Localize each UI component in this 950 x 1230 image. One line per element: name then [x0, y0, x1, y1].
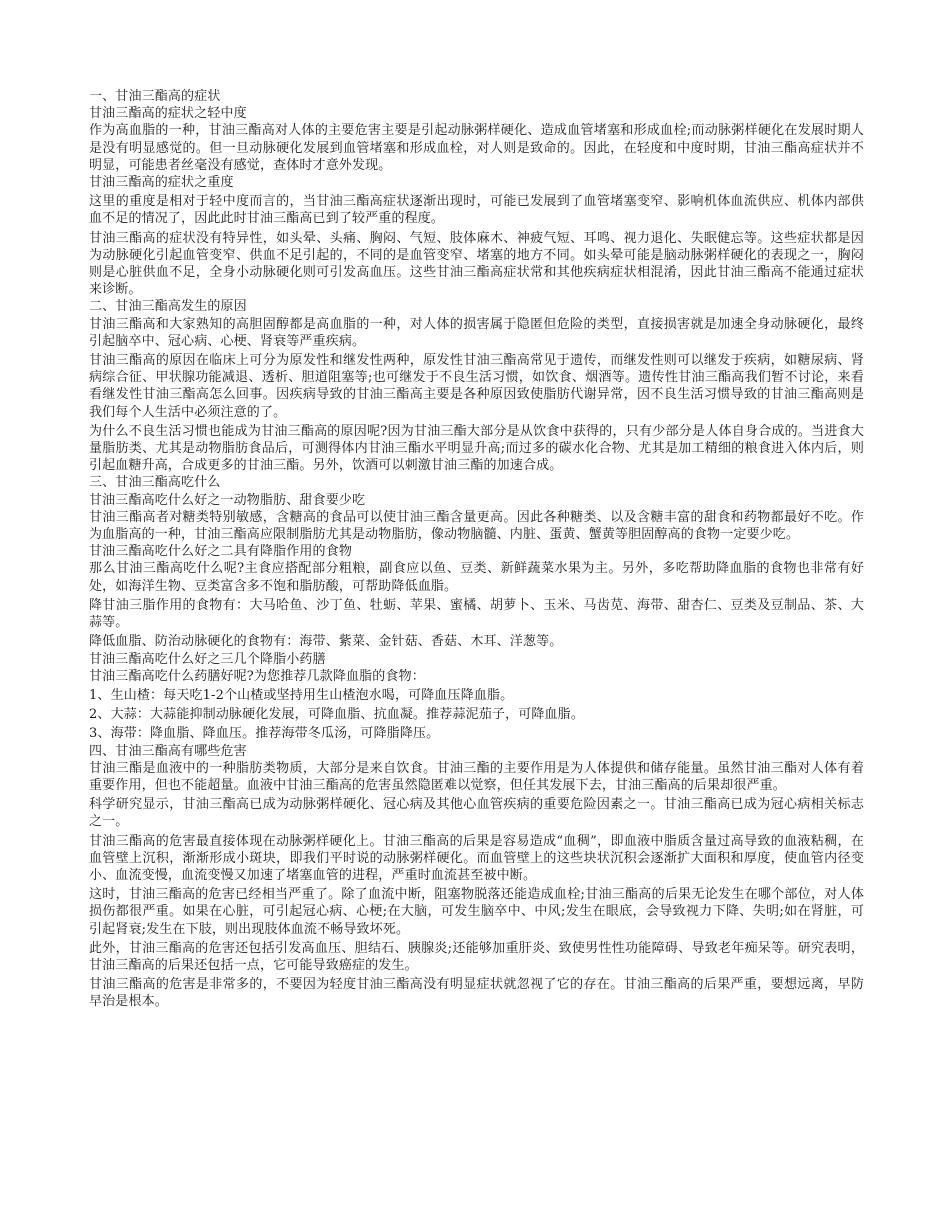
subheading-diet-two: 甘油三酯高吃什么好之二具有降脂作用的食物 [89, 544, 353, 560]
paragraph-lowering-foods: 降甘油三脂作用的食物有：大马哈鱼、沙丁鱼、牡蛎、苹果、蜜橘、胡萝卜、玉米、马齿苋、海带、甜杏仁、豆类及豆制品、茶、大蒜等。 [89, 597, 864, 631]
paragraph-causes-overview: 甘油三酯高和大家熟知的高胆固醇都是高血脂的一种，对人体的损害属于隐匿但危险的类型，直接损害就是加速全身动脉硬化，最终引起脑卒中、冠心病、心梗、肾衰等严重疾病。 [89, 316, 864, 349]
paragraph-severe-symptoms: 这里的重度是相对于轻中度而言的，当甘油三酯高症状逐渐出现时，可能已发展到了血管堵塞变窄、影响机体血流供应、机体内部供血不足的情况了，因此此时甘油三酯高已到了较严重的程度。 [89, 194, 864, 227]
paragraph-harms-overview: 甘油三酯是血液中的一种脂肪类物质，大部分是来自饮食。甘油三酯的主要作用是为人体提供和储存能量。虽然甘油三酯对人体有着重要作用，但也不能超量。血液中甘油三酯高的危害虽然隐匿难以觉察，但任其发展下去，甘油三酯高的后果却很严重。 [89, 760, 864, 793]
paragraph-harms-other: 此外，甘油三酯高的危害还包括引发高血压、胆结石、胰腺炎;还能够加重肝炎、致使男性性功能障碍、导致老年痴呆等。研究表明，甘油三酯高的后果还包括一点，它可能导致癌症的发生。 [89, 940, 864, 973]
document-body [89, 88, 864, 1011]
section-heading-causes: 二、甘油三酯高发生的原因 [89, 299, 247, 315]
paragraph-conclusion: 甘油三酯高的危害是非常多的，不要因为轻度甘油三酯高没有明显症状就忽视了它的存在。甘油三酯高的后果严重，要想远离，早防早治是根本。 [89, 977, 864, 1010]
paragraph-harms-research: 科学研究显示，甘油三酯高已成为动脉粥样硬化、冠心病及其他心血管疾病的重要危险因素之一。甘油三酯高已成为冠心病相关标志之一。 [89, 797, 864, 830]
paragraph-causes-types: 甘油三酯高的原因在临床上可分为原发性和继发性两种，原发性甘油三酯高常见于遗传，而继发性则可以继发于疾病，如糖尿病、肾病综合征、甲状腺功能减退、透析、胆道阻塞等;也可继发于不良生活习惯，如饮食、烟酒等。遗传性甘油三酯高我们暂不讨论，来看看继发性甘油三酯高怎么回事。因疾病导致的甘油三酯高主要是各种原因致使脂肪代谢异常，因不良生活习惯导致的甘油三酯高则是我们每个人生活中必须注意的了。 [89, 353, 864, 420]
paragraph-harms-atherosclerosis: 甘油三酯高的危害最直接体现在动脉粥样硬化上。甘油三酯高的后果是容易造成“血稠”，即血液中脂质含量过高导致的血液粘稠，在血管壁上沉积，渐渐形成小斑块，即我们平时说的动脉粥样硬化。而血管壁上的这些块状沉积会逐渐扩大面积和厚度，使血管内径变小、血流变慢，血流变慢又加速了堵塞血管的进程，严重时血流甚至被中断。 [89, 833, 864, 883]
paragraph-diet-two: 那么甘油三酯高吃什么呢?主食应搭配部分粗粮，副食应以鱼、豆类、新鲜蔬菜水果为主。另外，多吃帮助降血脂的食物也非常有好处，如海洋生物、豆类富含多不饱和脂肪酸，可帮助降低血脂。 [89, 561, 864, 594]
subheading-mild-symptoms: 甘油三酯高的症状之轻中度 [89, 106, 247, 122]
subheading-diet-one: 甘油三酯高吃什么好之一动物脂肪、甜食要少吃 [89, 492, 366, 508]
subheading-severe-symptoms: 甘油三酯高的症状之重度 [89, 175, 234, 191]
section-heading-diet: 三、甘油三酯高吃什么 [89, 475, 221, 491]
paragraph-harms-organs: 这时，甘油三酯高的危害已经相当严重了。除了血流中断，阻塞物脱落还能造成血栓;甘油三酯高的后果无论发生在哪个部位，对人体损伤都很严重。如果在心脏，可引起冠心病、心梗;在大脑，可发生脑卒中、中风;发生在眼底，会导致视力下降、失明;如在肾脏，可引起肾衰;发生在下肢，则出现肢体血流不畅导致坏死。 [89, 887, 864, 937]
subheading-diet-three: 甘油三酯高吃什么好之三几个降脂小药膳 [89, 651, 326, 667]
paragraph-mild-symptoms: 作为高血脂的一种，甘油三酯高对人体的主要危害主要是引起动脉粥样硬化、造成血管堵塞和形成血栓;而动脉粥样硬化在发展时期人是没有明显感觉的。但一旦动脉硬化发展到血管堵塞和形成血栓，对人则是致命的。因此，在轻度和中度时期，甘油三酯高症状并不明显，可能患者丝毫没有感觉，查体时才意外发现。 [89, 123, 864, 173]
paragraph-anti-sclerosis-foods: 降低血脂、防治动脉硬化的食物有：海带、紫菜、金针菇、香菇、木耳、洋葱等。 [89, 634, 563, 650]
paragraph-causes-lifestyle: 为什么不良生活习惯也能成为甘油三酯高的原因呢?因为甘油三酯大部分是从饮食中获得的，只有少部分是人体自身合成的。当进食大量脂肪类、尤其是动物脂肪食品后，可测得体内甘油三酯水平明显升高;而过多的碳水化合物、尤其是加工精细的粮食进入体内后，则引起血糖升高，合成更多的甘油三酯。另外，饮酒可以刺激甘油三酯的加速合成。 [89, 423, 864, 474]
list-item-hawthorn: 1、生山楂：每天吃1-2个山楂或坚持用生山楂泡水喝，可降血压降血脂。 [89, 687, 514, 703]
section-heading-harms: 四、甘油三酯高有哪些危害 [89, 743, 247, 759]
paragraph-diet-one: 甘油三酯高者对糖类特别敏感，含糖高的食品可以使甘油三酯含量更高。因此各种糖类、以及含糖丰富的甜食和药物都最好不吃。作为血脂高的一种，甘油三酯高应限制脂肪尤其是动物脂肪，像动物脑髓、内脏、蛋黄、蟹黄等胆固醇高的食物一定要少吃。 [89, 509, 864, 543]
list-item-kelp: 3、海带：降血脂、降血压。推荐海带冬瓜汤，可降脂降压。 [89, 726, 440, 742]
section-heading-symptoms: 一、甘油三酯高的症状 [89, 89, 221, 104]
paragraph-recipes-intro: 甘油三酯高吃什么药膳好呢?为您推荐几款降血脂的食物： [89, 668, 425, 684]
paragraph-nonspecific-symptoms: 甘油三酯高的症状没有特异性，如头晕、头痛、胸闷、气短、肢体麻木、神疲气短、耳鸣、视力退化、失眠健忘等。这些症状都是因为动脉硬化引起血管变窄、供血不足引起的，不同的是血管变窄、堵塞的地方不同。如头晕可能是脑动脉粥样硬化的表现之一，胸闷则是心脏供血不足，全身小动脉硬化则可引发高血压。这些甘油三酯高症状常和其他疾病症状相混淆，因此甘油三酯高不能通过症状来诊断。 [89, 230, 864, 298]
list-item-garlic: 2、大蒜：大蒜能抑制动脉硬化发展，可降血脂、抗血凝。推荐蒜泥茄子，可降血脂。 [89, 707, 584, 723]
